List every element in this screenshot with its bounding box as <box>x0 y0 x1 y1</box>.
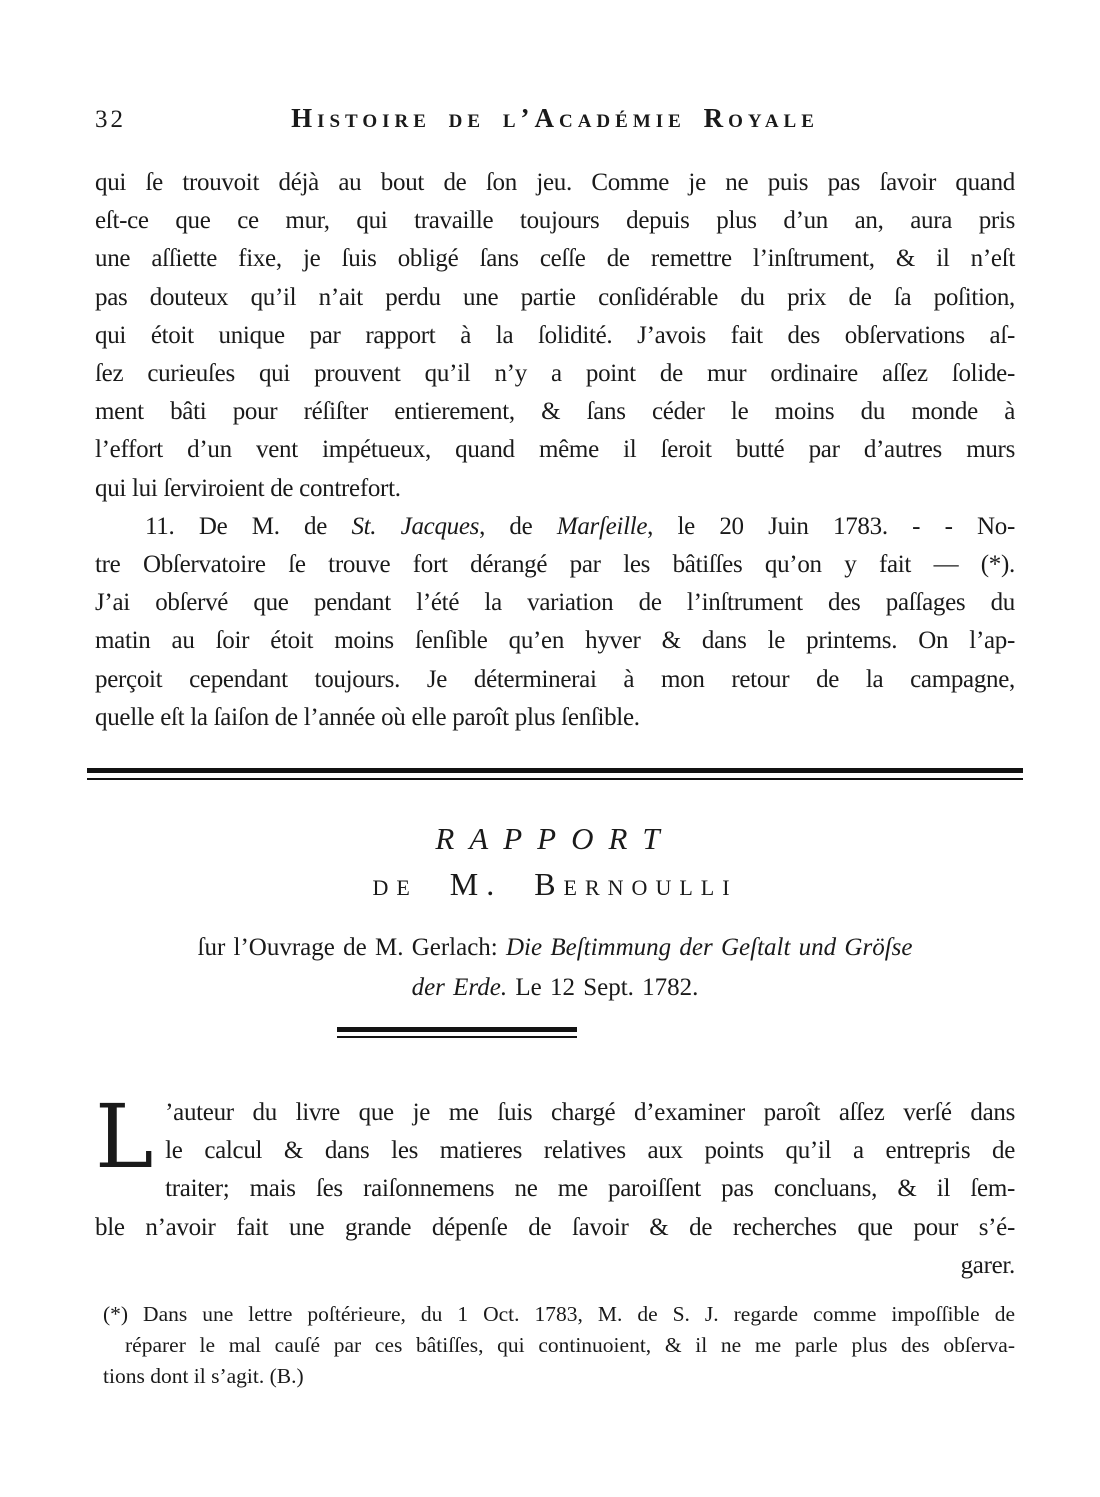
section-divider-rule <box>87 768 1023 780</box>
text-line <box>95 202 1015 240</box>
text-segment: eſt-ce que ce mur, qui travaille toujours depuis plus d’un an, aura pris <box>95 207 1015 235</box>
letters-section <box>95 164 1015 737</box>
text-segment: réparer le mal cauſé par ces bâtiſſes, qui continuoient, & il ne me parle plus des obſerva- <box>125 1333 1015 1357</box>
report-title: RAPPORT <box>435 821 675 856</box>
text-line <box>95 1299 1015 1330</box>
text-segment: qui étoit unique par rapport à la ſolidité. J’avois fait des obſervations aſ- <box>95 321 1015 349</box>
text-segment: Le 12 Sept. 1782. <box>507 974 699 1001</box>
running-header-title: Histoire de l’Académie Royale <box>291 103 819 133</box>
text-line <box>95 279 1015 317</box>
report-author-line: de M. Bernoulli <box>372 866 738 902</box>
text-segment: ble n’avoir fait une grande dépenſe de ſavoir & de recherches que pour s’é- <box>95 1213 1015 1241</box>
text-segment: quelle eſt la ſaiſon de l’année où elle paroît plus ſenſible. <box>95 703 640 731</box>
text-segment: traiter; mais ſes raiſonnemens ne me paroiſſent pas concluans, & il ſem- <box>165 1175 1015 1203</box>
text-segment: garer. <box>960 1251 1015 1279</box>
text-segment: qui ſe trouvoit déjà au bout de ſon jeu. Comme je ne puis pas ſavoir quand <box>95 169 1015 196</box>
text-line <box>95 584 1015 622</box>
text-line <box>95 317 1015 355</box>
running-header-row <box>95 103 1015 134</box>
text-line <box>95 508 1015 546</box>
text-segment: (*) Dans une lettre poſtérieure, du 1 Oct. 1783, M. de S. J. regarde comme impoſſible de <box>103 1302 1015 1326</box>
text-segment: , de <box>479 512 557 540</box>
italic-text-segment: Die Beſtimmung der Geſtalt und Gröſse <box>506 934 913 961</box>
text-line <box>95 470 1015 508</box>
text-segment: qui lui ſerviroient de contrefort. <box>95 474 401 502</box>
text-segment: matin au ſoir étoit moins ſenſible qu’en hyver & dans le printems. On l’ap- <box>95 627 1015 655</box>
text-line <box>95 1170 1015 1208</box>
text-line <box>95 699 1015 737</box>
text-line <box>95 240 1015 278</box>
text-line <box>95 968 1015 1008</box>
text-line <box>95 1361 1015 1392</box>
text-line <box>95 431 1015 469</box>
report-body <box>95 1085 1015 1285</box>
text-segment: J’ai obſervé que pendant l’été la variation de l’inſtrument des paſſages du <box>95 589 1015 617</box>
drop-cap: L <box>95 1085 154 1188</box>
subtitle-underline-rule <box>337 1027 577 1038</box>
report-subtitle <box>95 928 1015 1008</box>
footnote <box>95 1299 1015 1392</box>
text-segment: ’auteur du livre que je me ſuis chargé d’examiner paroît aſſez verſé dans <box>165 1099 1015 1126</box>
text-line <box>95 1094 1015 1132</box>
text-line <box>95 1132 1015 1170</box>
italic-text-segment: St. Jacques <box>351 512 480 540</box>
text-segment: tions dont il s’agit. (B.) <box>103 1364 304 1388</box>
text-segment: tre Obſervatoire ſe trouve fort dérangé par les bâtiſſes qu’on y fait — (*). <box>95 551 1015 579</box>
text-line <box>95 1247 1015 1285</box>
text-segment: ment bâti pour réſiſter entierement, & ſans céder le moins du monde à <box>95 398 1015 426</box>
text-line <box>95 546 1015 584</box>
page-number: 32 <box>95 106 126 133</box>
text-line <box>95 928 1015 968</box>
text-segment: l’effort d’un vent impétueux, quand même il ſeroit butté par d’autres murs <box>95 436 1015 464</box>
text-line <box>95 1330 1015 1361</box>
text-line <box>95 622 1015 660</box>
text-line <box>95 355 1015 393</box>
report-body-lines <box>95 1085 1015 1285</box>
text-line <box>95 164 1015 202</box>
text-segment: pas douteux qu’il n’ait perdu une partie conſidérable du prix de ſa poſition, <box>95 283 1015 311</box>
letters-paragraph-1 <box>95 164 1015 508</box>
text-segment: ſez curieuſes qui prouvent qu’il n’y a point de mur ordinaire aſſez ſolide- <box>95 360 1015 388</box>
italic-text-segment: Marſeille <box>556 512 648 540</box>
text-segment: une aſſiette fixe, je ſuis obligé ſans ceſſe de remettre l’inſtrument, & il n’eſt <box>95 245 1015 273</box>
text-segment: , le 20 Juin 1783. - - No- <box>647 512 1016 540</box>
text-segment: le calcul & dans les matieres relatives aux points qu’il a entrepris de <box>165 1137 1015 1165</box>
text-segment: ſur l’Ouvrage de M. Gerlach: <box>197 934 506 961</box>
text-segment: perçoit cependant toujours. Je déterminerai à mon retour de la campagne, <box>95 665 1015 693</box>
italic-text-segment: der Erde. <box>411 974 508 1001</box>
text-line <box>95 661 1015 699</box>
page-text-area <box>95 0 1015 1497</box>
letters-paragraph-2 <box>95 508 1015 737</box>
text-line <box>95 1209 1015 1247</box>
text-segment: 11. De M. de <box>145 512 352 540</box>
text-line <box>95 393 1015 431</box>
